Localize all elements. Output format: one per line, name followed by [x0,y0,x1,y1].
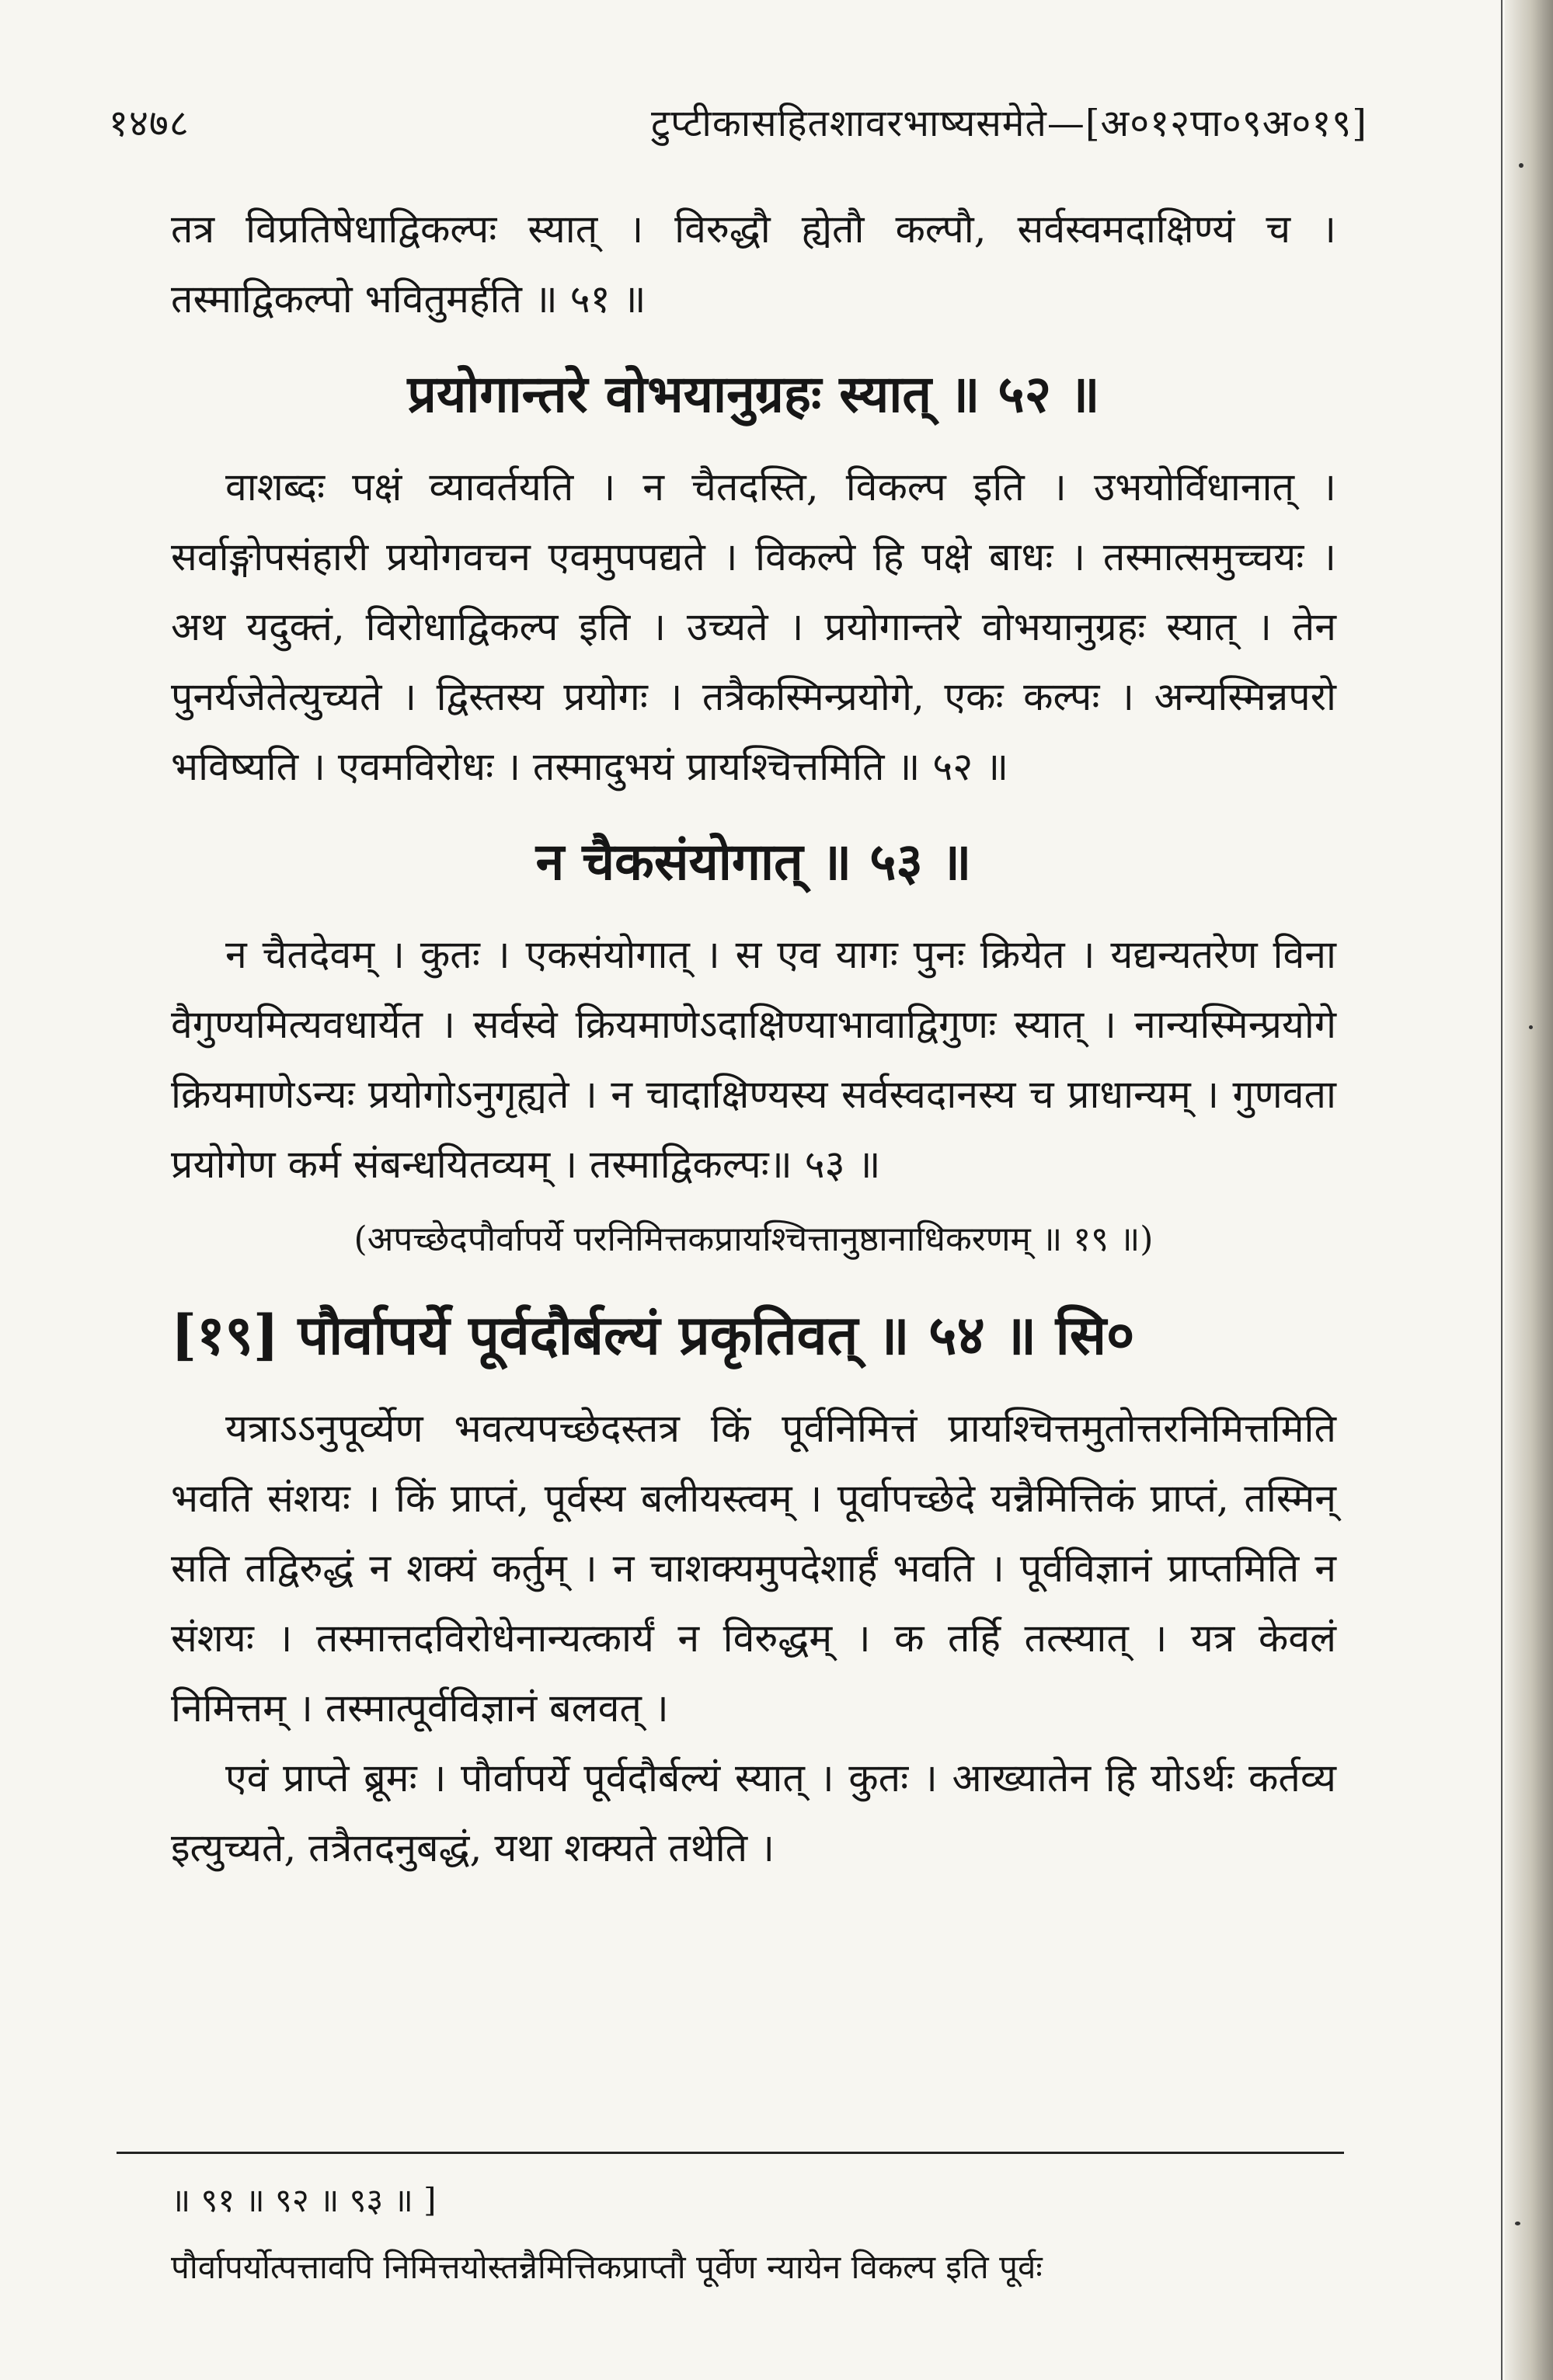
commentary-paragraph-53: न चैतदेवम् । कुतः । एकसंयोगात् । स एव यागः पुनः क्रियेत । यद्यन्यतरेण विना वैगुण्यमित्यवधार्येत । सर्वस्वे क्रियमाणेऽदाक्षिण्याभावाद्विगुणः स्यात् । नान्यस्मिन्प्रयोगे क्रियमाणेऽन्यः प्रयोगोऽनुगृह्यते । न चादाक्षिण्यस्य सर्वस्वदानस्य च प्राधान्यम् । गुणवता प्रयोगेण कर्म संबन्धयितव्यम् । तस्माद्विकल्पः॥ ५३ ॥ [171,932,1336,1187]
ink-speck [1529,1025,1533,1029]
sutra-52-heading: प्रयोगान्तरे वोभयानुग्रहः स्यात् ॥ ५२ ॥ [407,364,1100,424]
page-body [171,194,1336,1883]
page-edge-line [1501,0,1503,2380]
sutra-53-heading: न चैकसंयोगात् ॥ ५३ ॥ [535,831,972,892]
page-number: १४७८ [109,101,190,145]
ink-speck [1515,2222,1520,2225]
commentary-paragraph-52: वाशब्दः पक्षं व्यावर्तयति । न चैतदस्ति, विकल्प इति । उभयोर्विधानात् । सर्वाङ्गोपसंहारी प्रयोगवचन एवमुपपद्यते । विकल्पे हि पक्षे बाधः । तस्मात्समुच्चयः । अथ यदुक्तं, विरोधाद्विकल्प इति । उच्यते । प्रयोगान्तरे वोभयानुग्रहः स्यात् । तेन पुनर्यजेतेत्युच्यते । द्विस्तस्य प्रयोगः । तत्रैकस्मिन्प्रयोगे, एकः कल्पः । अन्यस्मिन्नपरो भविष्यति । एवमविरोधः । तस्मादुभयं प्रायश्चित्तमिति ॥ ५२ ॥ [171,465,1336,789]
footnote-text: पौर्वापर्योत्पत्तावपि निमित्तयोस्तन्नैमित्तिकप्राप्तौ पूर्वेण न्यायेन विकल्प इति पूर्वः [171,2248,1043,2286]
adhikarana-title: (अपच्छेदपौर्वापर्ये परनिमित्तकप्रायश्चित्तानुष्ठानाधिकरणम् ॥ १९ ॥) [353,1220,1154,1259]
footnote-divider [117,2152,1344,2154]
footnotes [171,2167,1352,2301]
commentary-paragraph-54b: एवं प्राप्ते ब्रूमः । पौर्वापर्ये पूर्वदौर्बल्यं स्यात् । कुतः । आख्यातेन हि योऽर्थः कर्तव्य इत्युच्यते, तत्रैतदनुबद्धं, यथा शक्यते तथेति । [171,1755,1336,1870]
sutra-54-heading: [१९] पौर्वापर्ये पूर्वदौर्बल्यं प्रकृतिवत् ॥ ५४ ॥ सि० [171,1303,1135,1367]
footnote-refs: ॥ ९१ ॥ ९२ ॥ ९३ ॥ ] [171,2181,437,2219]
running-title: टुप्टीकासहितशावरभाष्यसमेते—[अ०१२पा०९अ०१९] [651,101,1367,145]
commentary-paragraph-51: तत्र विप्रतिषेधाद्विकल्पः स्यात् । विरुद्धौ ह्येतौ कल्पौ, सर्वस्वमदाक्षिण्यं च । तस्माद्विकल्पो भवितुमर्हति ॥ ५१ ॥ [171,207,1337,322]
page-header [109,87,1367,157]
commentary-paragraph-54a: यत्राऽऽनुपूर्व्येण भवत्यपच्छेदस्तत्र किं पूर्वनिमित्तं प्रायश्चित्तमुतोत्तरनिमित्तमिति भवति संशयः । किं प्राप्तं, पूर्वस्य बलीयस्त्वम् । पूर्वापच्छेदे यन्नैमित्तिकं प्राप्तं, तस्मिन् सति तद्विरुद्धं न शक्यं कर्तुम् । न चाशक्यमुपदेशार्हं भवति । पूर्वविज्ञानं प्राप्तमिति न संशयः । तस्मात्तदविरोधेनान्यत्कार्यं न विरुद्धम् । क तर्हि तत्स्यात् । यत्र केवलं निमित्तम् । तस्मात्पूर्वविज्ञानं बलवत् । [171,1406,1336,1731]
page-edge-shadow [1505,0,1553,2380]
ink-speck [1519,163,1523,168]
